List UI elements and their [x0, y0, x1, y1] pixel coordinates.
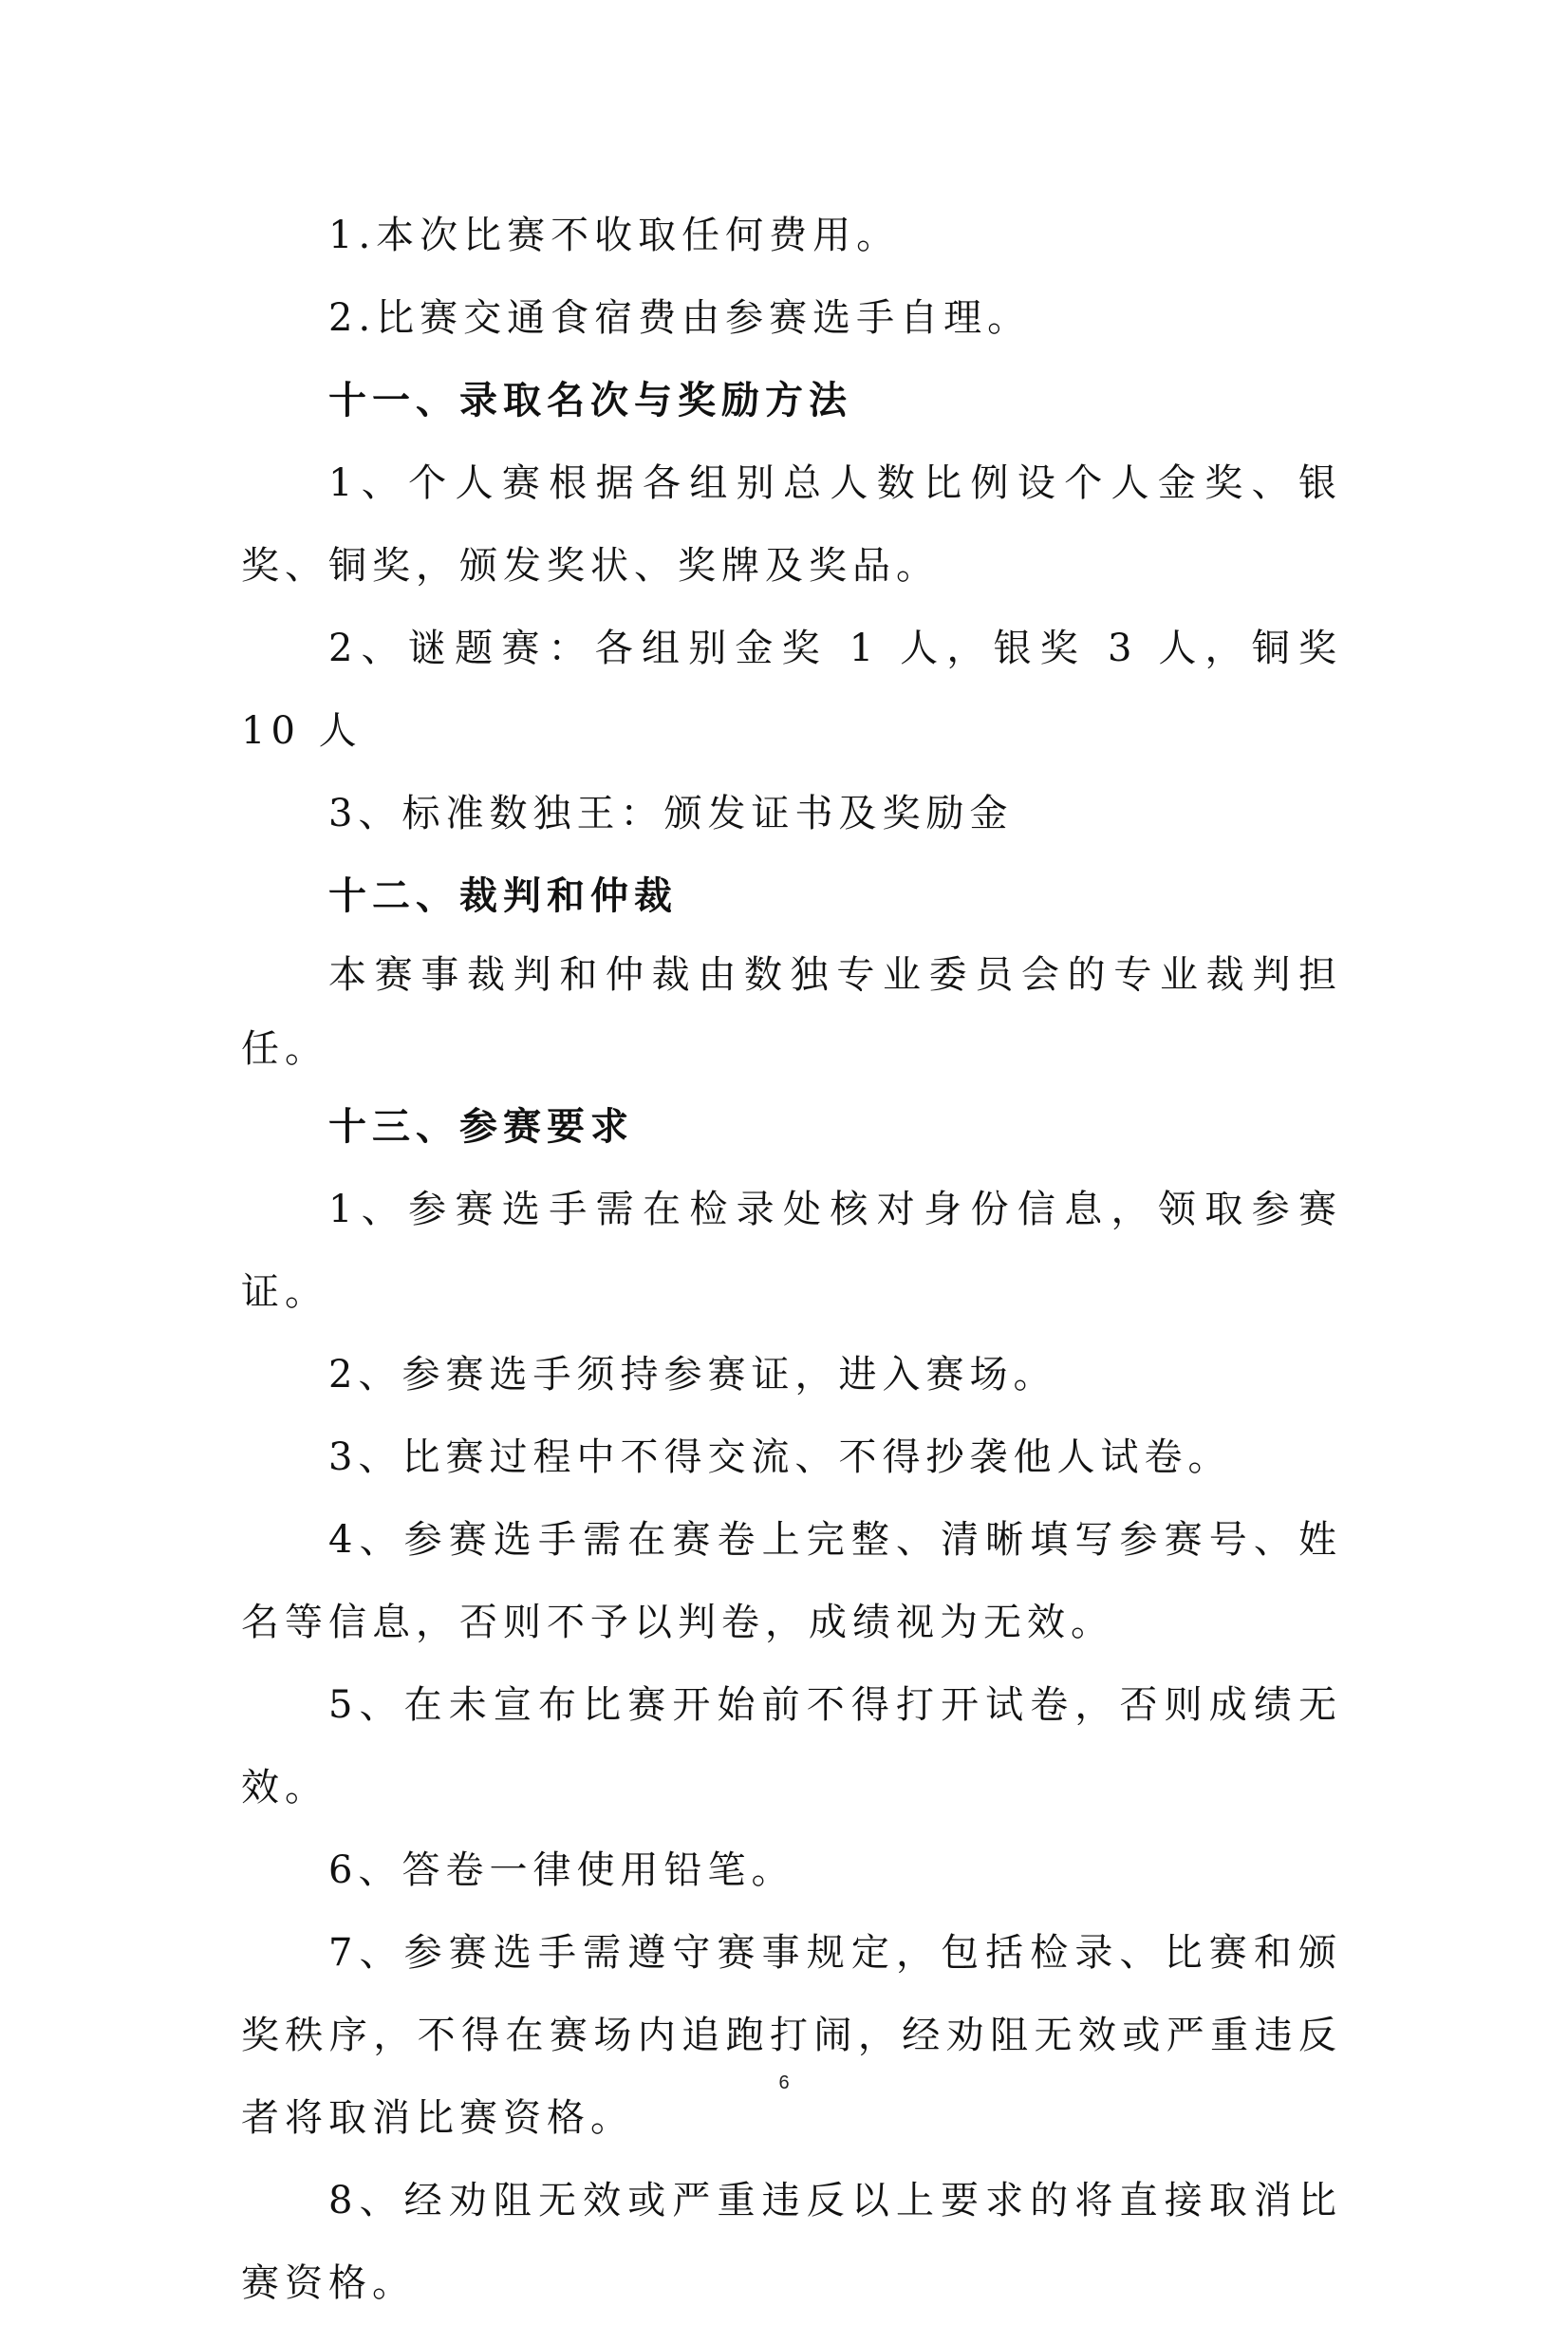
- page-number: 6: [778, 2072, 790, 2093]
- paragraph-referee: 本赛事裁判和仲裁由数独专业委员会的专业裁判担任。: [241, 953, 1342, 1071]
- paragraph-req-7: 7、参赛选手需遵守赛事规定，包括检录、比赛和颁奖秩序，不得在赛场内追跑打闹，经劝阻无效或严重违反者将取消比赛资格。: [241, 1931, 1342, 2140]
- paragraph-req-3: 3、比赛过程中不得交流、不得抄袭他人试卷。: [328, 1435, 1232, 1479]
- paragraph-award-1: 1、个人赛根据各组别总人数比例设个人金奖、银奖、铜奖，颁发奖状、奖牌及奖品。: [241, 461, 1342, 588]
- paragraph-fee-2: 2.比赛交通食宿费由参赛选手自理。: [328, 296, 1032, 340]
- paragraph-req-8: 8、经劝阻无效或严重违反以上要求的将直接取消比赛资格。: [241, 2179, 1342, 2305]
- section-heading-requirements: 十三、参赛要求: [328, 1105, 634, 1149]
- page-body: [241, 195, 1342, 2325]
- paragraph-req-4: 4、参赛选手需在赛卷上完整、清晰填写参赛号、姓名等信息，否则不予以判卷，成绩视为无效。: [241, 1518, 1342, 1644]
- section-heading-referee: 十二、裁判和仲裁: [328, 874, 678, 918]
- section-heading-awards: 十一、录取名次与奖励方法: [328, 379, 852, 422]
- paragraph-req-2: 2、参赛选手须持参赛证，进入赛场。: [328, 1353, 1057, 1397]
- paragraph-req-5: 5、在未宣布比赛开始前不得打开试卷，否则成绩无效。: [241, 1683, 1342, 1809]
- paragraph-award-3: 3、标准数独王：颁发证书及奖励金: [328, 792, 1014, 835]
- paragraph-req-1: 1、参赛选手需在检录处核对身份信息，领取参赛证。: [241, 1188, 1342, 1314]
- paragraph-req-6: 6、答卷一律使用铅笔。: [328, 1848, 795, 1892]
- paragraph-award-2: 2、谜题赛：各组别金奖 1 人，银奖 3 人，铜奖 10 人: [241, 627, 1342, 753]
- paragraph-fee-1: 1.本次比赛不收取任何费用。: [328, 214, 901, 257]
